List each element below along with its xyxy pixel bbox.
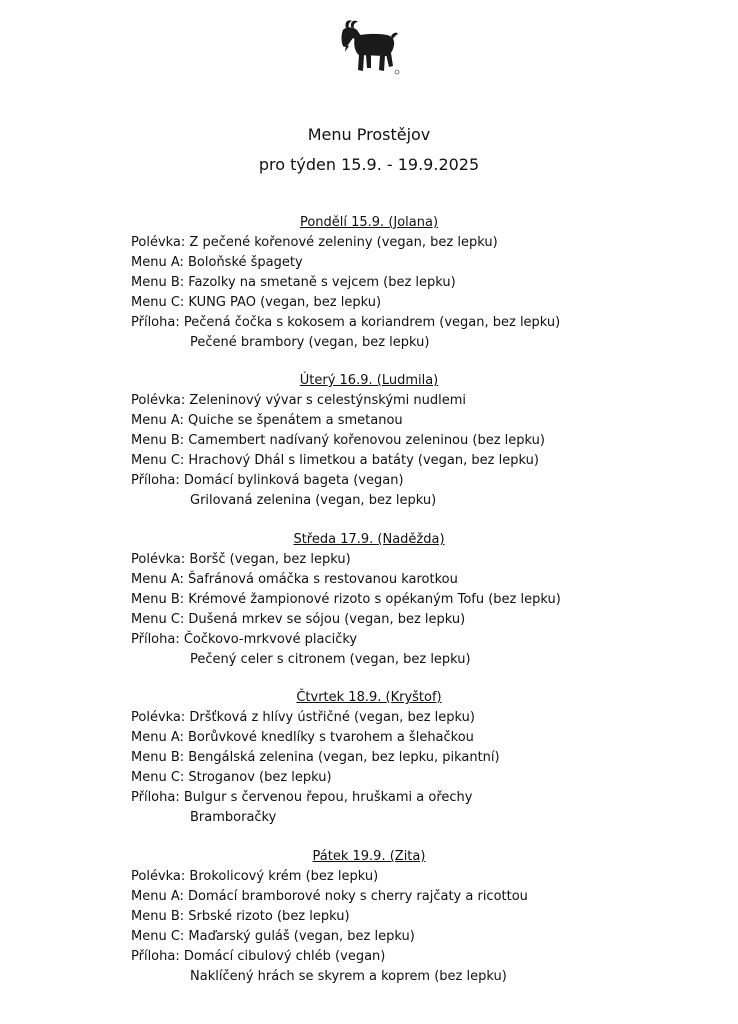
goat-logo-icon [337, 18, 401, 78]
menu-a-line: Menu A: Quiche se špenátem a smetanou [131, 413, 403, 428]
side-line: Příloha: Čočkovo-mrkvové placičky [131, 632, 358, 647]
day-heading: Středa 17.9. (Naděžda) [293, 532, 445, 547]
menu-c-line: Menu C: KUNG PAO (vegan, bez lepku) [131, 295, 382, 310]
day-heading: Čtvrtek 18.9. (Kryštof) [296, 690, 442, 705]
day-block-wednesday [0, 530, 738, 670]
title-line-1: Menu Prostějov [307, 125, 431, 144]
side-line-2: Naklíčený hrách se skyrem a koprem (bez lepku) [190, 969, 507, 984]
soup-line: Polévka: Z pečené kořenové zeleniny (vegan, bez lepku) [131, 235, 498, 250]
side-line-2: Bramboračky [190, 810, 277, 825]
menu-a-line: Menu A: Šafránová omáčka s restovanou karotkou [131, 572, 458, 587]
day-block-friday [0, 847, 738, 987]
menu-a-line: Menu A: Boloňské špagety [131, 255, 303, 270]
day-block-tuesday [0, 371, 738, 511]
side-line: Příloha: Domácí bylinková bageta (vegan) [131, 473, 404, 488]
menu-a-line: Menu A: Borůvkové knedlíky s tvarohem a šlehačkou [131, 730, 474, 745]
menu-b-line: Menu B: Srbské rizoto (bez lepku) [131, 909, 350, 924]
side-line-2: Pečené brambory (vegan, bez lepku) [190, 335, 430, 350]
menu-title [0, 120, 738, 180]
side-line: Příloha: Bulgur s červenou řepou, hruškami a ořechy [131, 790, 473, 805]
soup-line: Polévka: Dršťková z hlívy ústřičné (vegan, bez lepku) [131, 710, 475, 725]
day-block-monday [0, 213, 738, 353]
menu-c-line: Menu C: Stroganov (bez lepku) [131, 770, 332, 785]
side-line: Příloha: Domácí cibulový chléb (vegan) [131, 949, 386, 964]
menu-b-line: Menu B: Camembert nadívaný kořenovou zeleninou (bez lepku) [131, 433, 545, 448]
menu-c-line: Menu C: Maďarský guláš (vegan, bez lepku) [131, 929, 415, 944]
menu-b-line: Menu B: Fazolky na smetaně s vejcem (bez lepku) [131, 275, 456, 290]
menu-b-line: Menu B: Bengálská zelenina (vegan, bez lepku, pikantní) [131, 750, 500, 765]
title-line-2: pro týden 15.9. - 19.9.2025 [258, 155, 480, 174]
side-line-2: Grilovaná zelenina (vegan, bez lepku) [190, 493, 437, 508]
day-heading: Úterý 16.9. (Ludmila) [299, 373, 439, 388]
soup-line: Polévka: Brokolicový krém (bez lepku) [131, 869, 379, 884]
day-heading: Pátek 19.9. (Zita) [312, 849, 426, 864]
soup-line: Polévka: Zeleninový vývar s celestýnskými nudlemi [131, 393, 467, 408]
menu-a-line: Menu A: Domácí bramborové noky s cherry rajčaty a ricottou [131, 889, 528, 904]
day-heading: Pondělí 15.9. (Jolana) [299, 215, 439, 230]
menu-c-line: Menu C: Dušená mrkev se sójou (vegan, bez lepku) [131, 612, 466, 627]
day-block-thursday [0, 688, 738, 828]
menu-b-line: Menu B: Krémové žampionové rizoto s opékaným Tofu (bez lepku) [131, 592, 561, 607]
menu-c-line: Menu C: Hrachový Dhál s limetkou a batáty (vegan, bez lepku) [131, 453, 539, 468]
soup-line: Polévka: Boršč (vegan, bez lepku) [131, 552, 351, 567]
side-line-2: Pečený celer s citronem (vegan, bez lepku) [190, 652, 471, 667]
side-line: Příloha: Pečená čočka s kokosem a koriandrem (vegan, bez lepku) [131, 315, 561, 330]
